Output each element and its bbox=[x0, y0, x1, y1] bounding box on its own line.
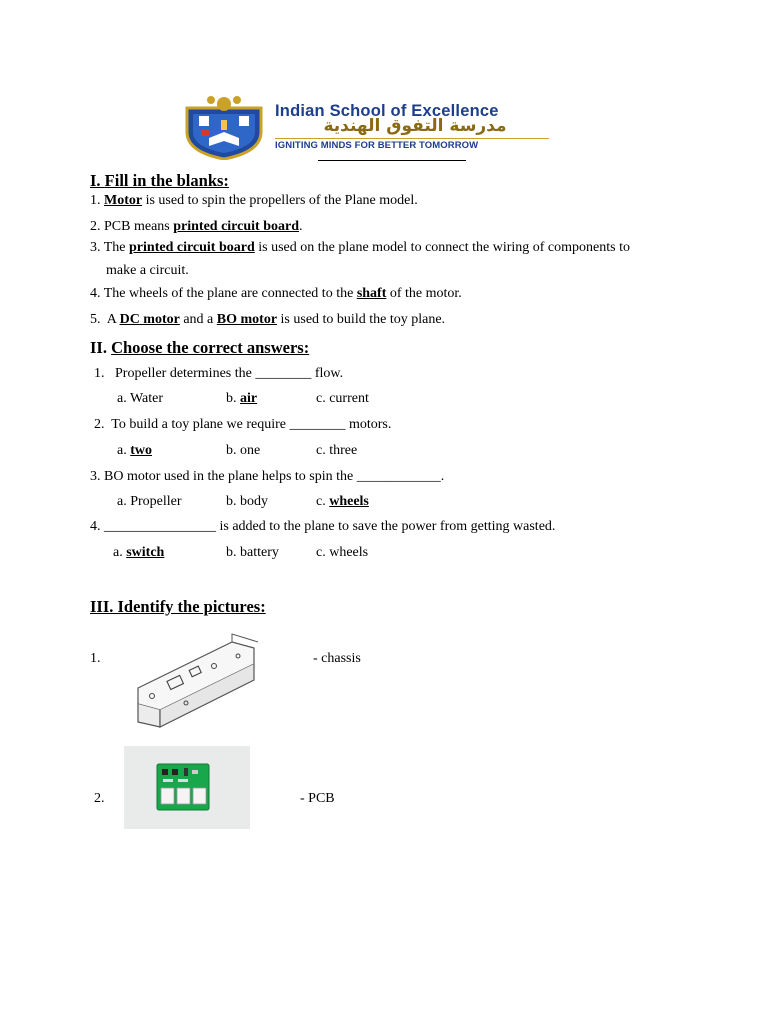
item-text: A bbox=[100, 312, 120, 327]
item-text: of the motor. bbox=[386, 286, 462, 301]
answer: BO motor bbox=[216, 312, 278, 327]
option-letter: b. bbox=[226, 494, 240, 509]
mcq-3-option-a bbox=[117, 494, 182, 510]
option-letter: a. bbox=[117, 391, 130, 406]
option-letter: a. bbox=[113, 545, 127, 560]
option-text: Water bbox=[129, 391, 164, 406]
answer: Motor bbox=[104, 193, 143, 208]
option-text: battery bbox=[240, 545, 279, 560]
mcq-4-option-c bbox=[316, 545, 368, 561]
blank-item-4 bbox=[90, 286, 462, 302]
blank-item-1 bbox=[90, 193, 418, 209]
blank-item-2 bbox=[90, 219, 302, 235]
mcq-4-option-b bbox=[226, 545, 279, 561]
mcq-1-option-b bbox=[226, 391, 257, 407]
blank-item-3 bbox=[90, 240, 630, 256]
option-letter: b. bbox=[226, 391, 240, 406]
option-text: Propeller bbox=[130, 494, 182, 509]
item-number: 3. bbox=[90, 240, 101, 255]
pcb-image-icon bbox=[124, 746, 250, 829]
section-3-heading bbox=[90, 597, 266, 617]
option-letter: c. bbox=[316, 545, 330, 560]
mcq-3-option-b bbox=[226, 494, 268, 510]
option-text-correct: two bbox=[130, 443, 152, 458]
mcq-question-1: 1. Propeller determines the ________ flow. bbox=[94, 366, 344, 381]
mcq-3-option-c bbox=[316, 494, 369, 510]
item-text: is used on the plane model to connect the wiring of components to bbox=[254, 240, 630, 255]
answer: printed circuit board bbox=[129, 240, 255, 255]
option-letter: a. bbox=[117, 443, 131, 458]
header-underline bbox=[318, 160, 466, 161]
item-text: and a bbox=[179, 312, 217, 327]
section-1-number: I. bbox=[90, 171, 101, 190]
picture-2-number: 2. bbox=[94, 791, 105, 806]
picture-1-answer: - chassis bbox=[313, 651, 361, 666]
answer: printed circuit board bbox=[173, 219, 299, 234]
school-crest-icon bbox=[181, 94, 267, 160]
option-letter: a. bbox=[117, 494, 131, 509]
option-letter: c. bbox=[316, 494, 330, 509]
tagline-divider bbox=[275, 138, 549, 139]
mcq-question-2: 2. To build a toy plane we require ________ motors. bbox=[94, 417, 392, 432]
item-text: . bbox=[298, 219, 303, 234]
option-text: body bbox=[240, 494, 268, 509]
option-letter: b. bbox=[226, 545, 240, 560]
mcq-2-option-c bbox=[316, 443, 357, 459]
blank-item-5 bbox=[90, 312, 445, 328]
option-text: wheels bbox=[329, 545, 369, 560]
mcq-1-option-a bbox=[117, 391, 163, 407]
section-2-heading bbox=[90, 338, 309, 358]
item-text: is used to spin the propellers of the Plane model. bbox=[142, 193, 418, 208]
item-number: 2. bbox=[90, 219, 101, 234]
picture-1-number: 1. bbox=[90, 651, 101, 666]
mcq-1-option-c bbox=[316, 391, 369, 407]
section-3-title: III. Identify the pictures: bbox=[90, 597, 266, 616]
option-letter: c. bbox=[316, 391, 330, 406]
school-tagline: IGNITING MINDS FOR BETTER TOMORROW bbox=[275, 140, 479, 151]
option-text: one bbox=[240, 443, 261, 458]
item-text: PCB means bbox=[100, 219, 174, 234]
blank-item-3-continuation: make a circuit. bbox=[106, 263, 189, 278]
school-logo bbox=[181, 94, 551, 160]
answer: shaft bbox=[356, 286, 387, 301]
option-letter: c. bbox=[316, 443, 330, 458]
school-name-arabic: مدرسة التفوق الهندية bbox=[323, 116, 507, 136]
section-1-heading bbox=[90, 171, 229, 191]
section-2-number: II bbox=[90, 338, 103, 357]
school-name-english: Indian School of Excellence bbox=[275, 102, 499, 120]
item-text: The bbox=[100, 240, 130, 255]
section-2-separator: . bbox=[102, 338, 112, 357]
item-number: 5. bbox=[90, 312, 101, 327]
picture-2-answer: - PCB bbox=[300, 791, 335, 806]
option-text-correct: wheels bbox=[329, 494, 369, 509]
option-letter: b. bbox=[226, 443, 240, 458]
item-number: 1. bbox=[90, 193, 101, 208]
item-text: is used to build the toy plane. bbox=[277, 312, 446, 327]
option-text: current bbox=[329, 391, 369, 406]
option-text-correct: switch bbox=[126, 545, 165, 560]
option-text: three bbox=[329, 443, 358, 458]
section-2-title: Choose the correct answers: bbox=[111, 338, 310, 357]
mcq-2-option-b bbox=[226, 443, 260, 459]
section-1-title: Fill in the blanks: bbox=[104, 171, 229, 190]
item-text: The wheels of the plane are connected to the bbox=[100, 286, 357, 301]
mcq-4-option-a bbox=[113, 545, 164, 561]
option-text-correct: air bbox=[240, 391, 258, 406]
chassis-image-icon bbox=[128, 630, 258, 728]
mcq-2-option-a bbox=[117, 443, 152, 459]
answer: DC motor bbox=[119, 312, 180, 327]
mcq-question-4: 4. ________________ is added to the plane to save the power from getting wasted. bbox=[90, 519, 556, 534]
item-number: 4. bbox=[90, 286, 101, 301]
mcq-question-3: 3. BO motor used in the plane helps to spin the ____________. bbox=[90, 469, 445, 484]
